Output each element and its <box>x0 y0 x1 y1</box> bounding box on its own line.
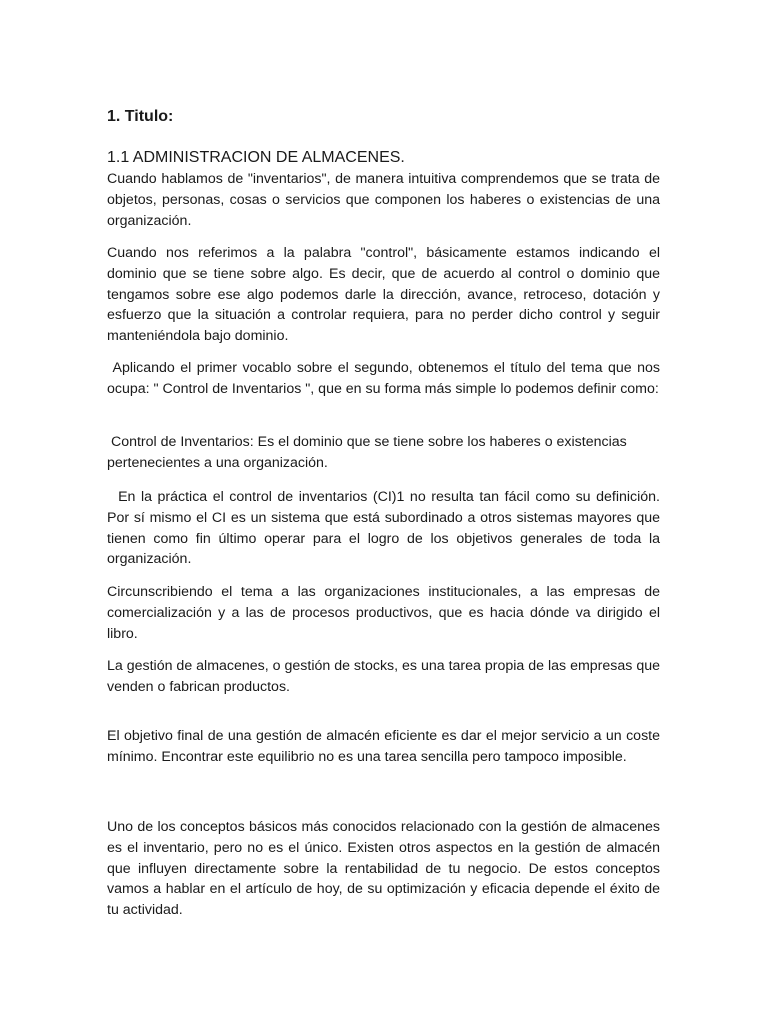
paragraph-gestion-almacenes: La gestión de almacenes, o gestión de stocks, es una tarea propia de las empresas que venden o fabrican productos. <box>107 658 660 695</box>
paragraph-practica: En la práctica el control de inventarios (CI)1 no resulta tan fácil como su definición. Por sí mismo el CI es un sistema que está subordinado a otros sistemas mayores que tienen como fin último operar para el logro de los objetivos generales de toda la organización. <box>107 489 664 568</box>
paragraph-objetivo-final: El objetivo final de una gestión de almacén eficiente es dar el mejor servicio a un coste mínimo. Encontrar este equilibrio no es una tarea sencilla pero tampoco imposible. <box>107 728 660 765</box>
paragraph-conceptos-basicos: Uno de los conceptos básicos más conocidos relacionado con la gestión de almacenes es el inventario, pero no es el único. Existen otros aspectos en la gestión de almacén que influyen directamente sobre la rentabilidad de tu negocio. De estos conceptos vamos a hablar en el artículo de hoy, de su optimización y eficacia depende el éxito de tu actividad. <box>107 819 660 919</box>
paragraph-aplicando: Aplicando el primer vocablo sobre el segundo, obtenemos el título del tema que nos ocupa: " Control de Inventarios ", que en su forma más simple lo podemos definir como: <box>107 360 664 397</box>
document-heading: 1. Titulo: <box>107 108 174 125</box>
paragraph-inventarios: Cuando hablamos de "inventarios", de manera intuitiva comprendemos que se trata de objetos, personas, cosas o servicios que componen los haberes o existencias de una organización. <box>107 171 660 229</box>
paragraph-control: Cuando nos referimos a la palabra "control", básicamente estamos indicando el dominio que se tiene sobre algo. Es decir, que de acuerdo al control o dominio que tengamos sobre ese algo podemos darle la dirección, avance, retroceso, dotación y esfuerzo que la situación a controlar requiera, para no perder dicho control y seguir manteniéndola bajo dominio. <box>107 245 660 345</box>
paragraph-definicion: Control de Inventarios: Es el dominio que se tiene sobre los haberes o existencias pertenecientes a una organización. <box>107 434 631 471</box>
paragraph-circunscribiendo: Circunscribiendo el tema a las organizaciones institucionales, a las empresas de comercialización y a las de procesos productivos, que es hacia dónde va dirigido el libro. <box>107 584 660 642</box>
section-title: 1.1 ADMINISTRACION DE ALMACENES. <box>107 149 405 166</box>
